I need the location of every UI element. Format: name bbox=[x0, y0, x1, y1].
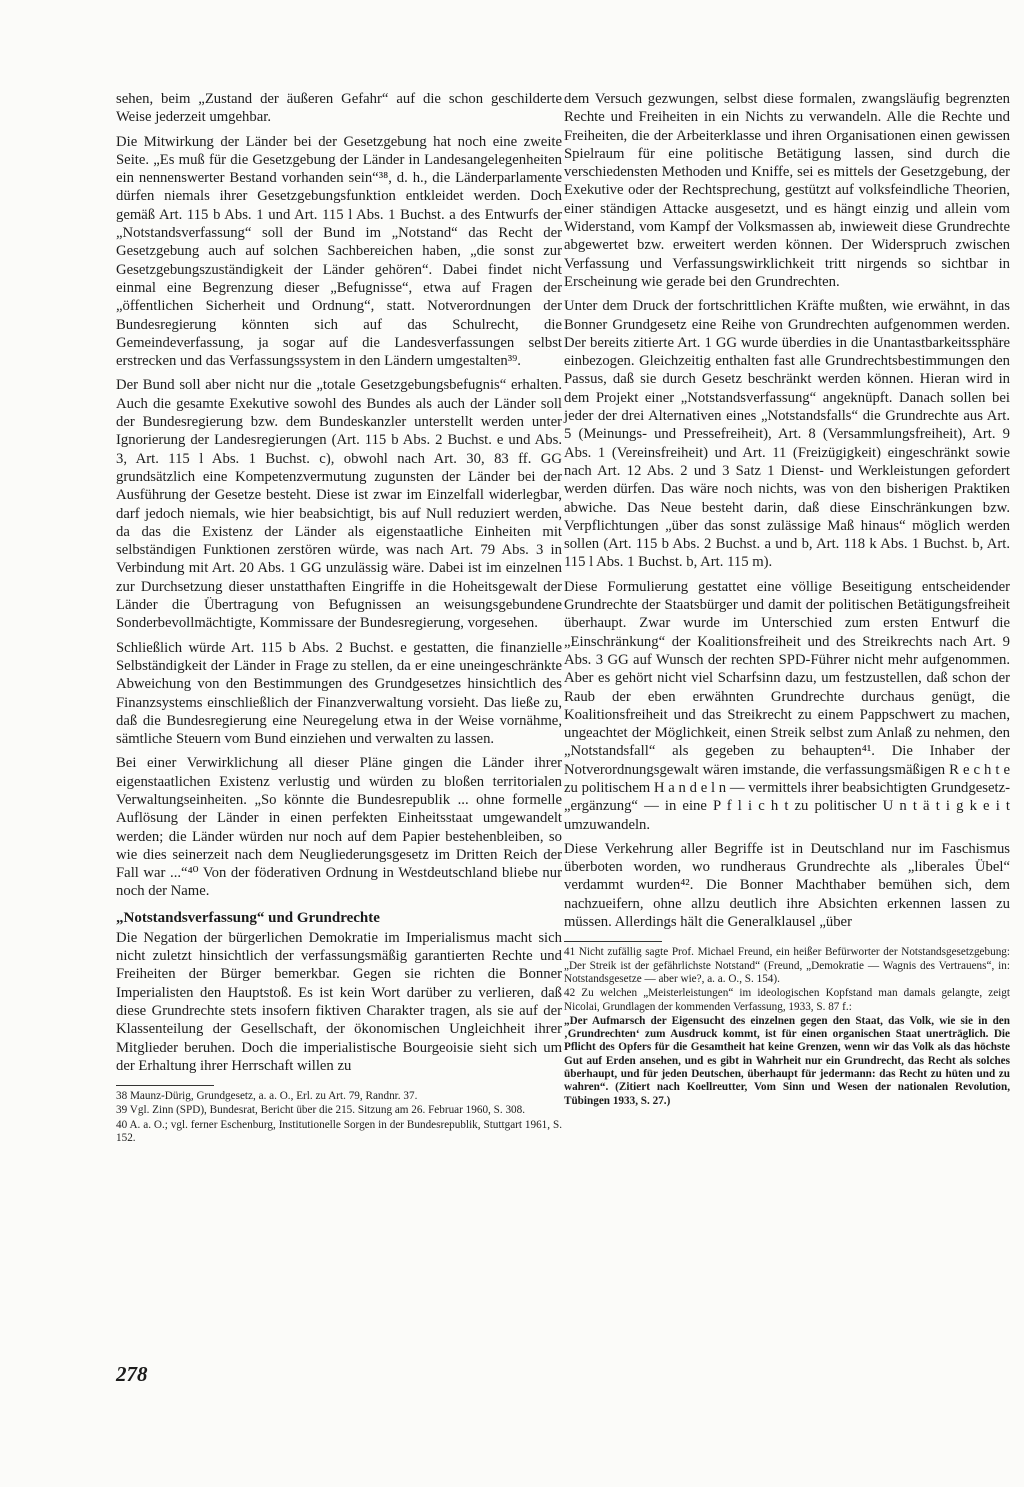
footnote-divider bbox=[564, 941, 662, 942]
body-paragraph: Die Mitwirkung der Länder bei der Gesetzgebung hat noch eine zweite Seite. „Es muß für die Gesetzgebung der Länder in Landesangelegenheiten ein nennenswerter Bestand vorhanden sein“³⁸, d. h., die Länderparlamente dürfen niemals ihrer Gesetzgebungsfunktion entkleidet werden. Doch gemäß Art. 115 b Abs. 1 und Art. 115 l Abs. 1 Buchst. a des Entwurfs der „Notstandsverfassung“ soll der Bund im „Notstand“ das Recht der Gesetzgebung auch auf solchen Sachbereichen haben, „die sonst zur Gesetzgebungszuständigkeit der Länder gehören“. Dabei findet nicht einmal eine Begrenzung dieser „Befugnisse“, etwa auf Fragen der „öffentlichen Sicherheit und Ordnung“, statt. Notverordnungen der Bundesregierung könnten sich auf das Schulrecht, die Gemeindeverfassung, ja sogar auf die Landesverfassungen selbst erstrecken und das Verfassungssystem in den Ländern umgestalten³⁹. bbox=[116, 133, 562, 370]
footnote: 42 Zu welchen „Meisterleistungen“ im ideologischen Kopfstand man damals gelangte, zeigt Nicolai, Grundlagen der kommenden Verfassung, 1933, S. 87 f.: bbox=[564, 987, 1010, 1013]
body-paragraph: dem Versuch gezwungen, selbst diese formalen, zwangsläufig begrenzten Rechte und Freiheiten in ein Nichts zu verwandeln. Alle die Rechte und Freiheiten, die der Arbeiterklasse und ihren Organisationen einen gewissen Spielraum für eine politische Betätigung lassen, sind durch die verschiedensten Methoden und Kniffe, sei es mittels der Gesetzgebung, der Exekutive oder der Rechtsprechung, gestützt auf volksfeindliche Theorien, einer ständigen Attacke ausgesetzt, und es hängt einzig und allein vom Widerstand, vom Kampf der Volksmassen ab, inwieweit diese Grundrechte abgewertet bzw. erweitert werden können. Der Widerspruch zwischen Verfassung und Verfassungswirklichkeit tritt nirgends so sichtbar in Erscheinung wie gerade bei den Grundrechten. bbox=[564, 91, 1010, 290]
page-number: 278 bbox=[116, 1362, 148, 1386]
footnote: 41 Nicht zufällig sagte Prof. Michael Freund, ein heißer Befürworter der Notstandsgesetzgebung: „Der Streik ist der gefährlichste Notstand“ (Freund, „Demokratie — Wagnis des Vertrauens“, in: Notstandsgesetze — aber wie?, a. a. O., S. 154). bbox=[564, 946, 1010, 985]
footnote-quotation: „Der Aufmarsch der Eigensucht des einzelnen gegen den Staat, das Volk, wie sie in den ‚Grundrechten‘ zum Ausdruck kommt, ist für einen organischen Staat unerträglich. Die Pflicht des Opfers für die Gesamtheit hat keine Grenzen, wenn wir das Volk als das höchste Gut auf Erden ansehen, und es gibt in Wahrheit nur ein Grundrecht, das Recht als solches überhaupt, und für jeden Deutschen, überhaupt für jedermann: das Recht zu hüten und zu wahren“. (Zitiert nach Koellreutter, Vom Sinn und Wesen der nationalen Revolution, Tübingen 1933, S. 27.) bbox=[564, 1014, 1010, 1107]
footnote: 38 Maunz-Dürig, Grundgesetz, a. a. O., Erl. zu Art. 79, Randnr. 37. bbox=[116, 1090, 418, 1103]
body-paragraph: sehen, beim „Zustand der äußeren Gefahr“ auf die schon geschilderte Weise jederzeit umgehbar. bbox=[116, 91, 562, 126]
body-paragraph: Bei einer Verwirklichung all dieser Pläne gingen die Länder ihrer eigenstaatlichen Existenz verlustig und würden zu bloßen territorialen Verwaltungseinheiten. „So könnte die Bundesrepublik ... ohne formelle Auflösung der Länder in einen perfekten Einheitsstaat umgewandelt werden; die Länder würden nur noch auf dem Papier bestehenbleiben, so wie dies seinerzeit nach dem Neugliederungsgesetz im Dritten Reich der Fall war ...“⁴⁰ Von der föderativen Ordnung in Westdeutschland bliebe nur noch der Name. bbox=[116, 755, 562, 900]
body-paragraph: Die Negation der bürgerlichen Demokratie im Imperialismus macht sich nicht zuletzt hinsichtlich der verfassungsmäßig garantierten Rechte und Freiheiten der Bürger bemerkbar. Gegen sie richten die Bonner Imperialisten den Hauptstoß. Es ist kein Wort darüber zu verlieren, daß diese Grundrechte stets insofern fiktiven Charakter tragen, als sie auf der Klassenteilung der Gesellschaft, der ökonomischen Ungleichheit ihrer Mitglieder beruhen. Doch die imperialistische Bourgeoisie sieht sich um der Erhaltung ihrer Herrschaft willen zu bbox=[116, 929, 562, 1074]
body-paragraph: Diese Formulierung gestattet eine völlige Beseitigung entscheidender Grundrechte der Staatsbürger und damit der politischen Betätigungsfreiheit überhaupt. Zwar wurde im Unterschied zum ersten Entwurf die „Einschränkung“ der Koalitionsfreiheit und des Streikrechts nach Art. 9 Abs. 3 GG auf Wunsch der rechten SPD-Führer nicht mehr aufgenommen. Aber es gehört nicht viel Scharfsinn dazu, um festzustellen, daß schon der Raub der eben erwähnten Grundrechte durchaus genügt, die Koalitionsfreiheit und das Streikrecht zu einem Pappschwert zu machen, ungeachtet der Möglichkeit, einen Streik selbst zum Anlaß zu nehmen, den „Notstandsfall“ als gegeben zu behaupten⁴¹. Die Inhaber der Notverordnungsgewalt wären imstande, die verfassungsmäßigen R e c h t e zu politischem H a n d e l n — vermittels ihrer beabsichtigten Grundgesetz-„ergänzung“ — in eine P f l i c h t zu politischer U n t ä t i g k e i t umzuwandeln. bbox=[564, 578, 1010, 833]
left-column bbox=[116, 90, 562, 1146]
footnote-divider bbox=[116, 1085, 214, 1086]
body-paragraph: Schließlich würde Art. 115 b Abs. 2 Buchst. e gestatten, die finanzielle Selbständigkeit der Länder in Frage zu stellen, da er eine uneingeschränkte Abweichung von den Bestimmungen des Grundgesetzes hinsichtlich des Finanzsystems einschließlich der Finanzverwaltung vorsieht. Das ließe zu, daß die Bundesregierung eine Neuregelung etwa in der Weise vornähme, sämtliche Steuern vom Bund einziehen und verwalten zu lassen. bbox=[116, 639, 562, 748]
section-heading: „Notstandsverfassung“ und Grundrechte bbox=[116, 909, 380, 926]
body-paragraph: Der Bund soll aber nicht nur die „totale Gesetzgebungsbefugnis“ erhalten. Auch die gesamte Exekutive sowohl des Bundes als auch der Länder soll der Bundesregierung bzw. dem Bundeskanzler unterstellt werden unter Ignorierung der Landesregierungen (Art. 115 b Abs. 2 Buchst. e und Abs. 3, Art. 115 l Abs. 1 Buchst. c), obwohl nach Art. 30, 83 ff. GG grundsätzlich eine Kompetenzvermutung zugunsten der Länder bei der Ausführung der Gesetze besteht. Diese ist zwar im Einzelfall widerlegbar, darf jedoch niemals, wie hier beabsichtigt, bis auf Null reduziert werden, da das die Existenz der Länder als eigenstaatliche Einheiten mit selbständigen Funktionen zerstören würde, was nach Art. 79 Abs. 3 in Verbindung mit Art. 20 Abs. 1 GG unzulässig wäre. Dabei ist im einzelnen zur Durchsetzung dieser unstatthaften Eingriffe in die Hoheitsgewalt der Länder die Übertragung von Befugnissen an weisungsgebundene Sonderbevollmächtigte, Kommissare der Bundesregierung, vorgesehen. bbox=[116, 377, 562, 632]
body-paragraph: Unter dem Druck der fortschrittlichen Kräfte mußten, wie erwähnt, in das Bonner Grundgesetz eine Reihe von Grundrechten aufgenommen werden. Der bereits zitierte Art. 1 GG wurde überdies in die Unantastbarkeitssphäre einbezogen. Gleichzeitig enthalten fast alle Grundrechtsbestimmungen den Passus, daß sie durch Gesetz beschränkt werden können. Hieran wird in dem Projekt einer „Notstandsverfassung“ angeknüpft. Danach sollen bei jeder der drei Alternativen eines „Notstandsfalls“ die Grundrechte aus Art. 5 (Meinungs- und Pressefreiheit), Art. 8 (Versammlungsfreiheit), Art. 9 Abs. 1 (Vereinsfreiheit) und Art. 11 (Freizügigkeit) eingeschränkt sowie nach Art. 12 Abs. 2 und 3 Satz 1 Dienst- und Werkleistungen gefordert werden dürfen. Das wäre noch nichts, was von den bisherigen Praktiken abwiche. Das Neue besteht darin, daß diese Einschränkungen bzw. Verpflichtungen „über das sonst zulässige Maß hinaus“ möglich werden sollen (Art. 115 b Abs. 2 Buchst. a und b, Art. 118 k Abs. 1 Buchst. b, Art. 115 l Abs. 1 Buchst. b, Art. 115 m). bbox=[564, 298, 1010, 571]
footnote: 40 A. a. O.; vgl. ferner Eschenburg, Institutionelle Sorgen in der Bundesrepublik, Stuttgart 1961, S. 152. bbox=[116, 1118, 562, 1145]
footnote: 39 Vgl. Zinn (SPD), Bundesrat, Bericht über die 215. Sitzung am 26. Februar 1960, S. 308. bbox=[116, 1104, 526, 1117]
right-column bbox=[564, 90, 1010, 1109]
body-paragraph: Diese Verkehrung aller Begriffe ist in Deutschland nur im Faschismus überboten worden, wo rundheraus Grundrechte als „liberales Übel“ verdammt wurden⁴². Die Bonner Machthaber bemühen sich, dem nachzueifern, ohne allzu deutlich ihre Absichten erkennen lassen zu müssen. Allerdings hält die Generalklausel „über bbox=[564, 840, 1010, 931]
